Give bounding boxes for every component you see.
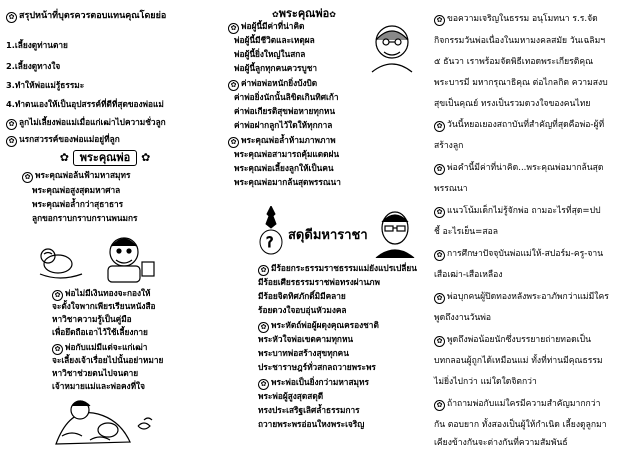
flower-icon: ✿	[22, 172, 33, 183]
section-header-label: พระคุณพ่อ	[73, 150, 138, 166]
poem-line: จะตั้งใจพากเพียรเรียนหนังสือ	[52, 301, 156, 311]
column-right	[428, 0, 640, 453]
poem-line: พ่อผู้นี้มีชีวิตและเหตุผล	[234, 35, 315, 45]
intro-line: ✿ นรกสวรรค์ของพ่อแม่อยู่ที่ลูก	[6, 134, 120, 147]
flower-icon: ✿	[434, 207, 445, 218]
page-title: สดุดีมหาราชา	[288, 228, 368, 243]
old-man-portrait	[364, 18, 420, 74]
poem-line: ✿ พระคุณพ่อล้ำห้ามภาพภาพ	[228, 135, 336, 148]
text-line: กัน ตอบยาก ทั้งสองเป็นผู้ให้กำเนิด เลี้ยงดูลูกมา	[434, 420, 607, 430]
poem-line: เจ้าหมายแม่และพ่อคงที่ใจ	[52, 381, 145, 391]
text-line: เสือเฒ่า-เสือเหลือง	[434, 270, 503, 280]
text-line: ✿ แนวโน้มเด็กไม่รู้จักพ่อ ถามอะไรที่สุด=ปป	[434, 206, 601, 218]
flower-icon: ✿	[258, 322, 269, 333]
poem-line: ประชาราษฎร์ทั่วสกลถวายพระพร	[258, 362, 376, 372]
intro-line: ✿ สรุปหน้าที่บุตรควรตอบแทนคุณโดยย่อ	[6, 11, 166, 23]
poem-line: ✿ พ่อผู้นี้มีค่าที่น่าคิด	[228, 21, 304, 34]
poem-line: ร้อยดวงใจอบอุ่นหัวมงคล	[258, 305, 347, 315]
flower-icon: ✿	[228, 80, 239, 91]
poem-line: พ่อผู้นี้ยิ่งใหญ่ในสกล	[234, 49, 306, 59]
poem-line: ถวายพระพรอ่อนใหงพระเจริญ	[258, 419, 365, 429]
flower-icon: ✿	[258, 379, 269, 390]
poem-line: พระคุณพ่อมากล้นสุดพรรณนา	[234, 177, 341, 187]
intro-line: 2.เลี้ยงดูทางใจ	[6, 61, 61, 71]
svg-text:?: ?	[266, 235, 274, 251]
flower-icon: ✿	[434, 293, 445, 304]
text-line: สุขเป็นคุณย์ ทรงเป็นรวมดวงใจของคนไทย	[434, 99, 591, 109]
text-line: ✿ พูดถึงพ่อน้อยนักซึ่งบรรยายถ่ายทอดเป็น	[434, 335, 591, 347]
flower-icon: ✿	[329, 10, 336, 19]
poem-line: ค่าพ่อฝากลูกไว้ใดให้ทุกกาล	[234, 120, 333, 130]
flower-icon: ✿	[434, 336, 445, 347]
text-line: ✿ วันนี้หยอเยองสถาบันที่สำคัญที่สุดคือพ่อ-ผู้ที่	[434, 120, 604, 132]
text-line: เคียงข้างกันจะต่างกันที่ความสัมพันธ์	[434, 438, 568, 448]
flower-icon: ✿	[59, 151, 69, 164]
poem-line: พระคุณพ่อเลี้ยงลูกให้เป็นคน	[234, 163, 334, 173]
poem-line: พระหัวใจพ่อเขตคามทุกหน	[258, 334, 354, 344]
poem-line: มีร้อยเศียรธรรมราชพ่อทรงผ่านภพ	[258, 277, 380, 287]
intro-line: 3.ทำให้พ่อแม่รู้ธรรมะ	[6, 80, 85, 90]
flower-icon: ✿	[258, 265, 269, 276]
section-header-label: พระคุณพ่อ	[278, 7, 330, 20]
poem-line: มีร้อยจิตทิศภักดิ์มิมีคลาย	[258, 291, 346, 301]
poem-line: ✿ พระพ่อเป็นยิ่งกว่ามหาสมุทร	[258, 377, 369, 390]
flower-icon: ✿	[228, 23, 239, 34]
flower-icon: ✿	[434, 121, 445, 132]
poem-line: ✿ พระหัตถ์พ่อผู้ผดุงคุณครองชาติ	[258, 320, 379, 333]
text-line: ๕ ธันวา เราพร้อมจัดพิธีเทอดพระเกียรติคุณ	[434, 57, 594, 67]
flower-icon: ✿	[6, 136, 17, 147]
flower-icon: ✿	[434, 250, 445, 261]
flower-icon: ✿	[52, 290, 63, 301]
king-portrait	[372, 206, 418, 258]
poem-line: ✿ พ่อกับแม่มีแต่จะแก่เฒ่า	[52, 342, 147, 355]
father-child-illustration	[38, 232, 158, 284]
text-line: ✿ พ่อคำนี้มีค่าที่น่าคิด...พระคุณพ่อมากล้นสุด	[434, 163, 604, 175]
intro-line: 4.ทำตนเองให้เป็นอุปสรรค์ที่ดีที่สุดของพ่อแม่	[6, 99, 164, 109]
poem-line: จะเลี้ยงเจ้าเรื่อยไปนั้นอย่าหมาย	[52, 355, 164, 365]
flower-icon: ✿	[228, 137, 239, 148]
flower-icon: ✿	[6, 119, 17, 130]
poem-line: พระคุณพ่อสูงสุดมหาศาล	[32, 185, 121, 195]
flower-icon: ✿	[434, 15, 445, 26]
poem-line: ค่าพ่อยิ่งนักนั้นลิขิตเกินทิศเก้า	[234, 92, 339, 102]
mother-baby-illustration	[50, 396, 160, 448]
father-cartoon-icon	[108, 238, 154, 282]
section-header	[50, 150, 160, 166]
intro-line: ✿ ลูกไม่เลี้ยงพ่อแม่เมื่อแก่เฒ่าไปความชั่วลูก	[6, 117, 166, 130]
poem-line: พระคุณพ่อสามารถคุ้มแดดฝน	[234, 149, 340, 159]
poem-line: หาวิชาช่วยตนไปจนตาย	[52, 368, 139, 378]
text-line: ✿ ขอความเจริญในธรรม อนุโมทนา ร.ร.จัด	[434, 14, 598, 26]
poem-line: ✿ พ่อไม่มีเงินทองจะกองให้	[52, 288, 151, 301]
poem-line: พระคุณพ่อล้ำกว่าสุธาธาร	[32, 199, 124, 209]
poem-line: พระพ่อผู้สูงสุดสดุดี	[258, 391, 324, 401]
flower-icon: ✿	[434, 164, 445, 175]
text-line: ✿ ถ้าถามพ่อกับแม่ใครมีความสำคัญมากกว่า	[434, 399, 600, 411]
text-line: กิจกรรมวันพ่อเนื่องในมหามงคลสมัย วันเฉลิมฯ	[434, 36, 606, 46]
royal-emblem-icon	[258, 206, 284, 258]
text-line: ไม่ยิ่งไปกว่า แม่ใดใดจิตกว่า	[434, 377, 537, 387]
column-middle	[214, 0, 428, 453]
text-line: บทกลอนผู้ถูกได้เหมือนแม่ ทั้งที่ท่านมีคุณธรรม	[434, 356, 603, 366]
flower-icon: ✿	[434, 400, 445, 411]
poem-line: ลูกขอกราบกราบกรานพนมกร	[32, 213, 138, 223]
sleeping-baby-icon	[40, 249, 82, 278]
column-left	[0, 0, 214, 453]
poem-line: หาวิชาความรู้เป็นคู่มือ	[52, 314, 132, 324]
flower-icon: ✿	[141, 151, 151, 164]
poem-line: พระบาทพ่อสร้างสุขทุกคน	[258, 348, 349, 358]
poem-line: ✿ พระคุณพ่อล้นฟ้ามหาสมุทร	[22, 170, 130, 183]
poem-line: เพื่อยึดถือเอาไว้ใช้เลี้ยงกาย	[52, 327, 148, 337]
text-line: ✿ พ่อบุกคนผู้ปิดทองหลังพระอาภัพกว่าแม่มีใคร	[434, 292, 609, 304]
poem-line: พ่อผู้นี้ลูกทุกคนควรบูชา	[234, 63, 318, 73]
poem-line: ✿ ค่าพ่อพ่อหนักยิ่งบ้งบิด	[228, 78, 317, 91]
text-line: ✿ การศึกษาปัจจุบันพ่อแม่ให้-สปอร์ม-ครู-จาน	[434, 249, 603, 261]
text-line: สร้างลูก	[434, 141, 464, 151]
poem-line: ทรงประเสริฐเลิศล้ำธรรมการ	[258, 405, 360, 415]
poem-line: ค่าพ่อเกียรติสุขพ่อหายทุกหน	[234, 106, 336, 116]
flower-icon: ✿	[272, 10, 279, 19]
text-line: พูดถึงงานวันพ่อ	[434, 313, 492, 323]
poem-line: ✿ มีร้อยกระธรรมราชธรรมแม่ยังแปรเปลี่ยน	[258, 263, 417, 276]
text-line: พระบารมี มหากรุณาธิคุณ ต่อไกลกิต ความสงบ	[434, 78, 608, 88]
section-header	[254, 4, 354, 22]
text-line: พรรณนา	[434, 184, 468, 194]
intro-line: 1.เลี้ยงดูท่านตาย	[6, 40, 68, 50]
flower-icon: ✿	[52, 344, 63, 355]
text-line: ชี้ อะไรเย็น=สอล	[434, 227, 498, 237]
flower-icon: ✿	[6, 12, 17, 23]
